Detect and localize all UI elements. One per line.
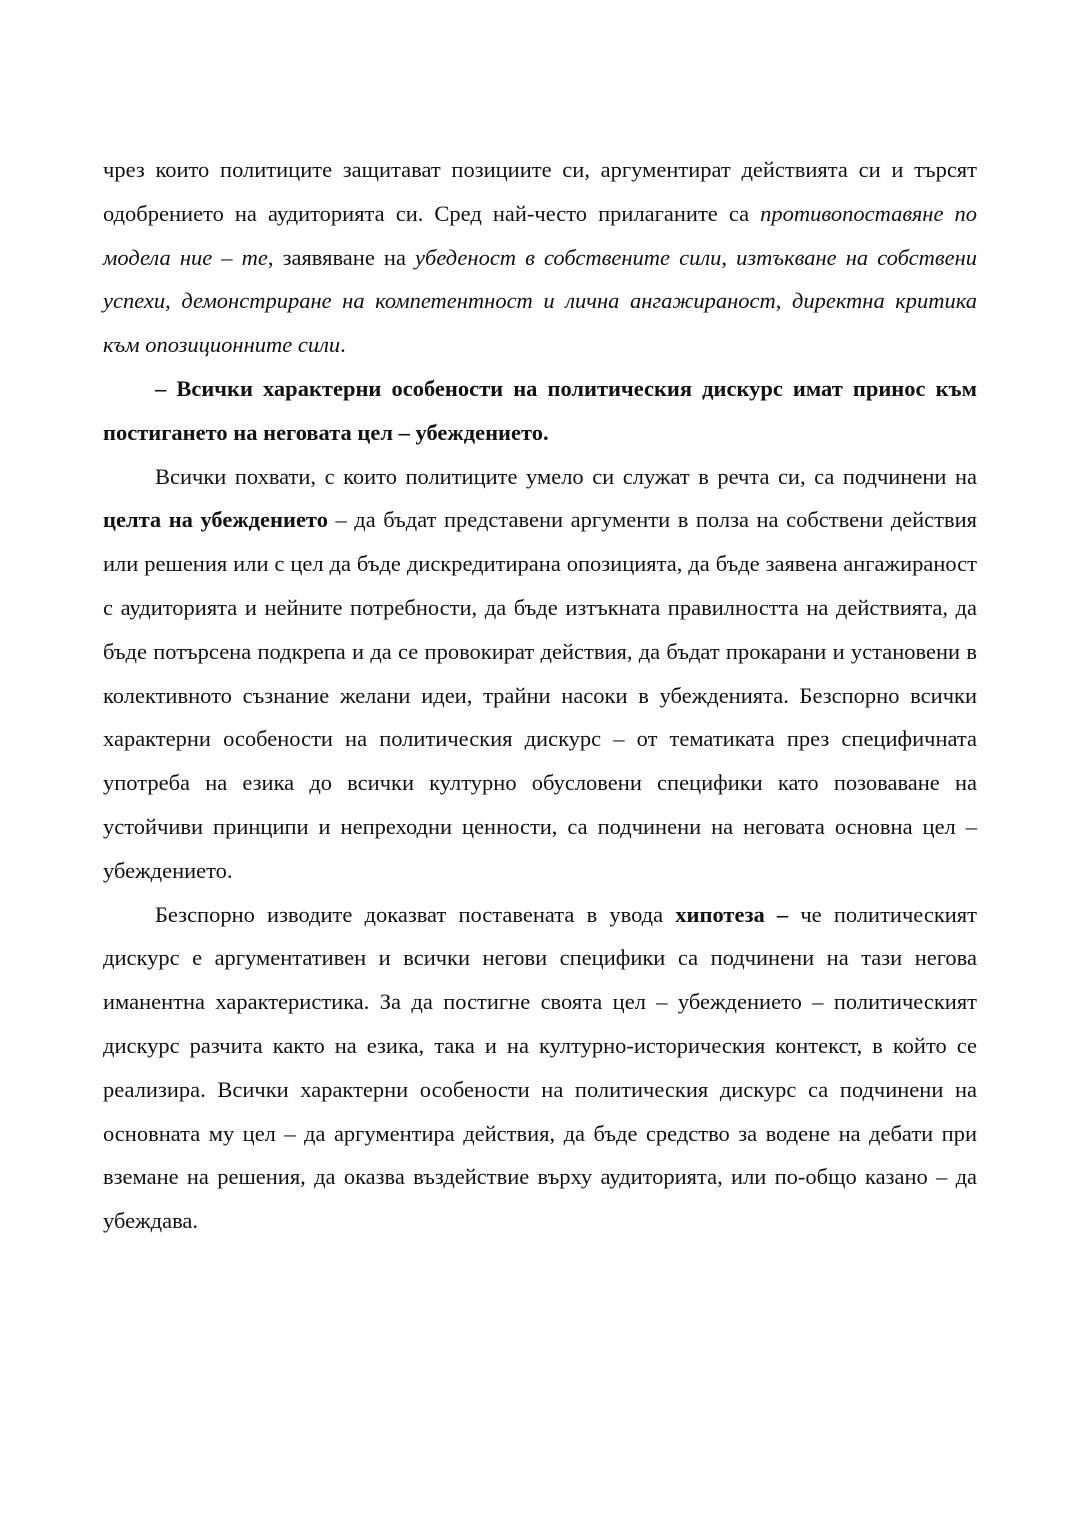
bold-thesis-statement: – Всички характерни особености на политическия дискурс имат принос към постигането на неговата цел – убеждението. [103, 375, 977, 445]
text-run: – да бъдат представени аргументи в полза на собствени действия или решения или с цел да бъде дискредитирана опозицията, да бъде заявена ангажираност с аудиторията и нейните потребности, да бъде изтъкната правилността на действията, да бъде потърсена подкрепа и да се провокират действия, да бъдат прокарани и установени в колективното съзнание желани идеи, трайни насоки в убежденията. Безспорно всички характерни особености на политическия дискурс – от тематиката през специфичната употреба на езика до всички културно обусловени специфики като позоваване на устойчиви принципи и непреходни ценности, са подчинени на неговата основна цел – убеждението. [103, 507, 977, 883]
text-run: . [340, 332, 346, 358]
body-text [103, 148, 977, 1243]
paragraph-persuasion [103, 455, 977, 893]
bold-term: хипотеза – [675, 901, 789, 927]
text-run: , [721, 244, 737, 270]
paragraph-conclusion [103, 893, 977, 1243]
text-run: , [165, 288, 182, 314]
italic-term: демонстриране на компетентност и лична ангажираност [181, 288, 776, 314]
italic-term: убеденост в собствените сили [415, 244, 722, 270]
bold-term: целта на убеждението [103, 507, 328, 533]
italic-term: изтъкване на собствени успехи [103, 244, 977, 314]
text-run: , [775, 288, 792, 314]
text-run: Безспорно изводите доказват поставената в увода [155, 901, 676, 927]
italic-term: директна критика към опозиционните сили [103, 288, 978, 358]
text-run: Всички похвати, с които политиците умело си служат в речта си, са подчинени на [155, 463, 977, 489]
text-run: чрез които политиците защитават позициите си, аргументират действията си и търсят одобрението на аудиторията си. Сред най-често прилаганите са [103, 157, 977, 226]
paragraph-continuation [103, 148, 977, 367]
text-run: , заявяване на [267, 244, 416, 270]
italic-term: противопоставяне по модела ние – те [103, 200, 977, 270]
text-run: че политическият дискурс е аргументативен и всички негови специфики са подчинени на тази негова иманентна характеристика. За да постигне своята цел – убеждението – политическият дискурс разчита както на езика, така и на културно-историческия контекст, в който се реализира. Всички характерни особености на политическия дискурс са подчинени на основната му цел – да аргументира действия, да бъде средство за водене на дебати при вземане на решения, да оказва въздействие върху аудиторията, или по-общо казано – да убеждава. [103, 901, 977, 1234]
